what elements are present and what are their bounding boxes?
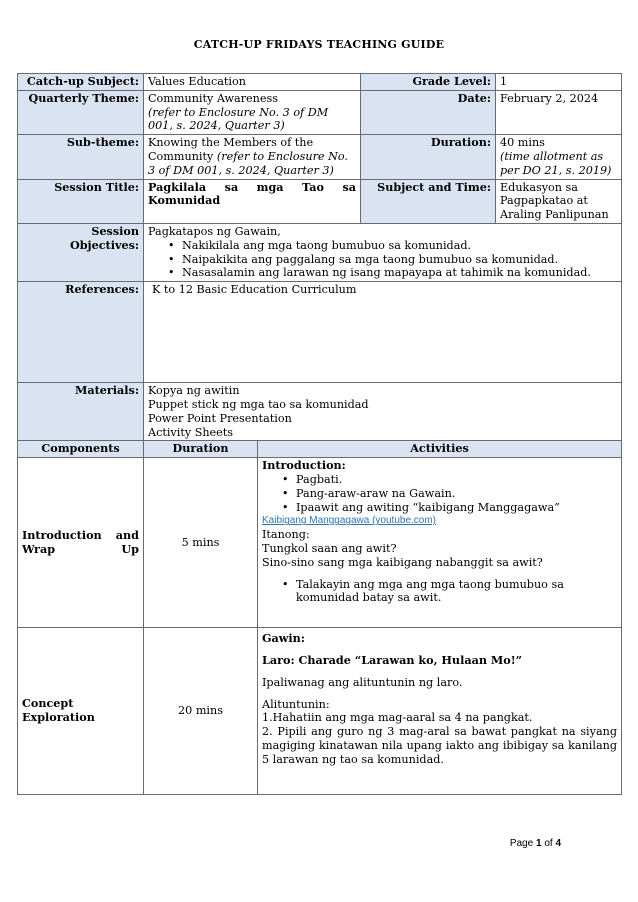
intro-heading: Introduction:	[262, 458, 346, 473]
page-footer	[510, 838, 561, 849]
game-title: Laro: Charade “Larawan ko, Hulaan Mo!”	[262, 652, 523, 667]
grade-value: 1	[496, 74, 622, 91]
row-introduction	[18, 458, 622, 628]
ask-label: Itanong:	[262, 528, 310, 542]
grade-label: Grade Level:	[361, 74, 496, 91]
date-value: February 2, 2024	[496, 90, 622, 134]
intro-component: Introduction and Wrap Up	[18, 458, 144, 628]
page-word: Page	[509, 838, 534, 849]
question: Tungkol saan ang awit?	[262, 541, 397, 555]
duration-note: (time allotment as per DO 21, s. 2019)	[500, 149, 612, 177]
subject-label: Catch-up Subject:	[18, 74, 144, 91]
date-label: Date:	[361, 90, 496, 134]
objectives-intro: Pagkatapos ng Gawain,	[148, 224, 281, 238]
row-references	[18, 282, 622, 383]
of-word: of	[544, 838, 553, 849]
rule-item: 1.Hahatiin ang mga mag-aaral sa 4 na pangkat.	[262, 711, 533, 725]
question: Sino-sino sang mga kaibigang nabanggit sa awit?	[262, 555, 543, 569]
intro-duration: 5 mins	[144, 458, 258, 628]
material-item: Puppet stick ng mga tao sa komunidad	[148, 397, 369, 411]
row-concept	[18, 628, 622, 795]
objective-item: • Nasasalamin ang larawan ng isang mapayapa at tahimik na komunidad.	[172, 266, 617, 280]
teaching-guide-table	[17, 73, 622, 795]
objective-item: • Nakikilala ang mga taong bumubuo sa komunidad.	[172, 239, 617, 253]
material-item: Activity Sheets	[148, 425, 234, 439]
row-session	[18, 179, 622, 223]
references-value: K to 12 Basic Education Curriculum	[144, 282, 622, 383]
row-theme	[18, 90, 622, 134]
concept-duration: 20 mins	[144, 628, 258, 795]
objective-item: • Naipakikita ang paggalang sa mga taong bumubuo sa komunidad.	[172, 253, 617, 267]
references-label: References:	[18, 282, 144, 383]
rule-item: 2. Pipili ang guro ng 3 mag-aral sa bawat pangkat na siyang magiging kinatawan nila upang iakto ang ibibigay sa kanilang 5 larawan ng tao sa komunidad.	[262, 725, 617, 766]
material-item: Power Point Presentation	[148, 411, 292, 425]
intro-bullet: • Pagbati.	[286, 473, 617, 487]
row-objectives	[18, 223, 622, 281]
song-link[interactable]: Kaibigang Manggagawa (youtube.com)	[262, 515, 436, 527]
session-value: Pagkilala sa mga Tao sa Komunidad	[144, 179, 361, 223]
page-number: 1	[535, 838, 542, 849]
material-item: Kopya ng awitin	[148, 384, 240, 398]
page-total: 4	[555, 838, 561, 849]
objectives-label: Session Objectives:	[18, 223, 144, 281]
row-subtheme	[18, 135, 622, 179]
intro-bullet: • Ipaawit ang awiting “kaibigang Manggagawa”	[286, 501, 617, 515]
activities-header: Activities	[258, 441, 622, 458]
subject-time-value: Edukasyon sa Pagpapkatao at Araling Panlipunan	[496, 179, 622, 223]
theme-value: Community Awareness	[148, 91, 278, 105]
theme-label: Quarterly Theme:	[18, 90, 144, 134]
rules-label: Alituntunin:	[262, 697, 330, 711]
components-header: Components	[18, 441, 144, 458]
subtheme-note: (refer to Enclosure No. 3 of DM 001, s. 2024, Quarter 3)	[148, 149, 348, 177]
intro-bullet: • Pang-araw-araw na Gawain.	[286, 487, 617, 501]
concept-component: Concept Exploration	[18, 628, 144, 795]
subtheme-value: Knowing the Members of the Community	[148, 136, 314, 163]
row-materials	[18, 383, 622, 441]
session-label: Session Title:	[18, 179, 144, 223]
duration-value: 40 mins	[500, 136, 545, 150]
explain-text: Ipaliwanag ang alituntunin ng laro.	[262, 675, 463, 689]
duration-label: Duration:	[361, 135, 496, 179]
intro-final-list	[262, 578, 617, 606]
objectives-list	[148, 239, 617, 280]
subtheme-label: Sub-theme:	[18, 135, 144, 179]
intro-final-bullet: • Talakayin ang mga ang mga taong bumubuo sa komunidad batay sa awit.	[286, 578, 617, 606]
page-title: CATCH-UP FRIDAYS TEACHING GUIDE	[193, 38, 445, 51]
row-components-header	[18, 441, 622, 458]
intro-bullets	[262, 473, 617, 514]
subject-time-label: Subject and Time:	[361, 179, 496, 223]
subject-value: Values Education	[144, 74, 361, 91]
theme-note: (refer to Enclosure No. 3 of DM 001, s. 2024, Quarter 3)	[148, 105, 329, 133]
concept-heading: Gawin:	[262, 631, 305, 646]
materials-label: Materials:	[18, 383, 144, 441]
duration-header: Duration	[144, 441, 258, 458]
row-subject	[18, 74, 622, 91]
